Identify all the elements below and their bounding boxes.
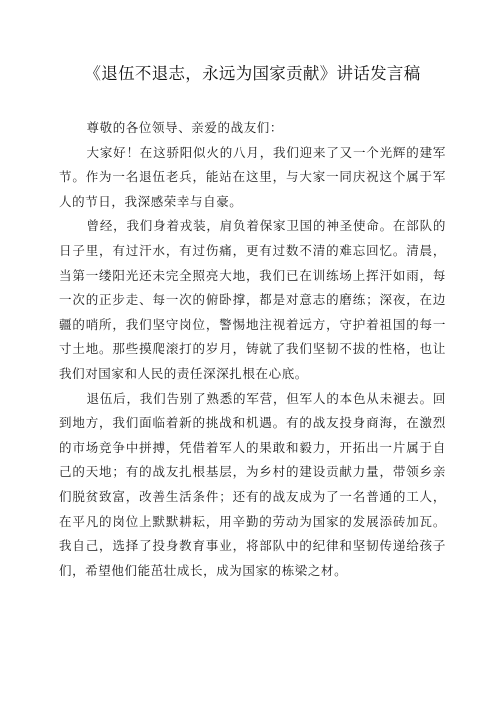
- salutation: 尊敬的各位领导、亲爱的战友们：: [86, 120, 284, 135]
- document-title: 《退伍不退志，永远为国家贡献》讲话发言稿: [84, 64, 421, 83]
- document-body: [59, 116, 446, 583]
- paragraph-3: 退伍后，我们告别了熟悉的军营，但军人的本色从未褪去。回到地方，我们面临着新的挑战和机遇。有的战友投身商海，在激烈的市场竞争中拼搏，凭借着军人的果敢和毅力，开拓出一片属于自己的天地；有的战友扎根基层，为乡村的建设贡献力量，带领乡亲们脱贫致富，改善生活条件；还有的战友成为了一名普通的工人，在平凡的岗位上默默耕耘，用辛勤的劳动为国家的发展添砖加瓦。我自己，选择了投身教育事业，将部队中的纪律和坚韧传递给孩子们，希望他们能茁壮成长，成为国家的栋梁之材。: [59, 390, 446, 578]
- paragraph-1: 大家好！在这骄阳似火的八月，我们迎来了又一个光辉的建军节。作为一名退伍老兵，能站在这里，与大家一同庆祝这个属于军人的节日，我深感荣幸与自豪。: [59, 144, 446, 209]
- paragraph-2: 曾经，我们身着戎装，肩负着保家卫国的神圣使命。在部队的日子里，有过汗水，有过伤痛，更有过数不清的难忘回忆。清晨，当第一缕阳光还未完全照亮大地，我们已在训练场上挥汗如雨，每一次的正步走、每一次的俯卧撑，都是对意志的磨练；深夜，在边疆的哨所，我们坚守岗位，警惕地注视着远方，守护着祖国的每一寸土地。那些摸爬滚打的岁月，铸就了我们坚韧不拔的性格，也让我们对国家和人民的责任深深扎根在心底。: [59, 218, 446, 381]
